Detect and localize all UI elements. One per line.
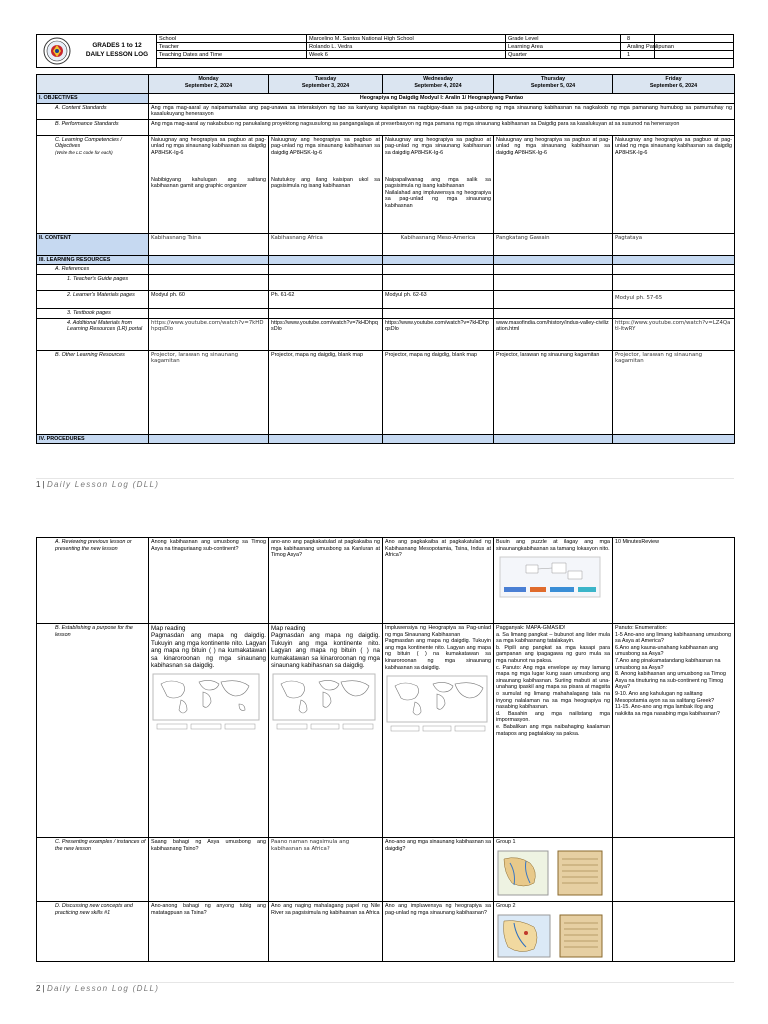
- procedure-cell: Map reading Pagmasdan ang mapa ng daigdig. Tukuyin ang mga kontinente nito. Lagyan ang mapa ng bituin ( ) na kumakatawan sa kinaroroonan ng mga sinaunang kabihasnan sa daigdig.: [149, 624, 269, 838]
- procedure-row-c: [37, 838, 735, 902]
- logo-cell: [37, 35, 157, 67]
- day-header: Tuesday September 3, 2024: [269, 75, 383, 94]
- resource-link[interactable]: https://www.youtube.com/watch?v=7kHDhpqsDlo: [383, 318, 494, 350]
- textbook-label: 3. Textbook pages: [37, 308, 149, 318]
- competency-cell: Naiuugnay ang heograpiya sa pagbuo at pag- unlad ng mga sinaunang kabihasnan sa daigdig AP8HSK-Ig-6: [613, 135, 735, 233]
- page-footer: 2 | Daily Lesson Log (DLL): [36, 984, 160, 993]
- competencies-label: C. Learning Competencies / Objectives (Write the LC code for each): [37, 135, 149, 233]
- performance-standards-row: [37, 119, 735, 135]
- competency-cell: Naiuugnay ang heograpiya sa pagbuo at pag- unlad ng mga sinaunang kabihasnan sa daigdig AP8HSK-Ig-6: [494, 135, 613, 233]
- header-row-teacher: [157, 43, 733, 51]
- group2-map-image: [496, 913, 608, 959]
- header-value2: 1: [627, 52, 631, 58]
- content-standards-text: Ang mga mag-aaral ay naipamamalas ang pag-unawa sa interaksiyon ng tao sa kaniyang kapaligiran na nagbigay-daan sa pag-usbong ng mga sinaunang kabihasnan na nagkaloob ng mga pamanang humubog sa pamumuhay ng kasalukuyang henerasyon: [149, 103, 735, 119]
- procedures-table: [36, 537, 735, 962]
- competencies-row: [37, 135, 735, 233]
- objectives-heading: I. OBJECTIVES: [37, 94, 149, 104]
- procedure-row-d: [37, 902, 735, 962]
- other-resources-label: B. Other Learning Resources: [37, 350, 149, 434]
- world-map-image: [271, 672, 379, 736]
- content-item: Kabihasnang Meso-America: [383, 233, 494, 255]
- competency-cell: Naiuugnay ang heograpiya sa pagbuo at pag-unlad ng mga sinaunang kabihasnan sa daigdig AP8HSK-Ig-6 Naipapaliwanag ang mga salik sa pagsisimula ng isang kabihasnan Nailalahad ang impluwensya ng heograpiya sa pag-unlad ng mga sinaunang kabihasnan: [383, 135, 494, 233]
- other-resource-cell: Projector, larawan ng sinaunang kagamitan: [613, 350, 735, 434]
- header-value2: Araling Panlipunan: [627, 44, 674, 50]
- other-resource-cell: Projector, mapa ng daigdig, blank map: [269, 350, 383, 434]
- content-row: [37, 233, 735, 255]
- footer-text: Daily Lesson Log (DLL): [46, 984, 160, 993]
- resources-heading: III. LEARNING RESOURCES: [37, 255, 149, 265]
- procedure-cell: ano-ano ang pagkakatulad at pagkakaiba ng mga kabihasnang umusbong sa Kanluran at Timog Asya?: [269, 538, 383, 624]
- procedure-cell: Pagganyak: MAPA-GMASID! a. Sa limang pangkat – bubunot ang lider mula sa mga kabihasnang tatalakayin. b. Pipili ang pangkat sa mga kasapi para gampanan ang ipagagawa ng guro mula sa mga nabunot na paksa. c. Panuto: Ang mga envelope ay may lamang mapa ng mga lugar kung saan umusbong ang sinaunang kabihasnan. Suriing mabuti at una-unahang ipaskil ang mapa sa pisara at magsita o sumulat ng limang mahahalagang tala na inyong nalalaman na sa mga heograpiya ng nasabing kabihasnan. d. Basahin ang mga nailistang mga impormasyon. e. Babalikan ang mga naibahaging kaalaman matapos ang pagtalakay sa paksa.: [494, 624, 613, 838]
- procedure-cell: Ano-anong bahagi ng anyong tubig ang matatagpuan sa Tsina?: [149, 902, 269, 962]
- header-label2: Quarter: [505, 51, 621, 59]
- header-label: Teacher: [157, 43, 307, 51]
- procedure-row-b: [37, 624, 735, 838]
- objectives-row: [37, 94, 735, 104]
- content-standards-label: A. Content Standards: [37, 103, 149, 119]
- day-header: Thursday September 5, 024: [494, 75, 613, 94]
- procedure-cell: Ano-ano ang mga sinaunang kabihasnan sa daigdig?: [383, 838, 494, 902]
- group1-map-image: [496, 849, 608, 897]
- header-row-school: [157, 35, 733, 43]
- procedure-cell: [613, 902, 735, 962]
- days-header-row: [37, 75, 735, 94]
- content-item: Pagtataya: [613, 233, 735, 255]
- procedures-row: [37, 434, 735, 444]
- competencies-note: (Write the LC code for each): [55, 149, 113, 155]
- other-resource-cell: Projector, larawan ng sinaunang kagamitan: [494, 350, 613, 434]
- references-label: A. References: [37, 265, 149, 275]
- references-row: [37, 265, 735, 275]
- content-item: Kabihasnang Tsina: [149, 233, 269, 255]
- world-map-image: [151, 672, 263, 736]
- competency-cell: Naiuugnay ang heograpiya sa pagbuo at pag-unlad ng mga sinaunang kabihasnan sa daigdig AP8HSK-Ig-6 Natutukoy ang ilang kaisipan ukol sa pagsisimula ng isang kabihasnan: [269, 135, 383, 233]
- procedure-b-label: B. Establishing a purpose for the lesson: [37, 624, 149, 838]
- header-label: School: [157, 35, 307, 43]
- procedure-cell: 10 MinutesReview: [613, 538, 735, 624]
- content-standards-row: [37, 103, 735, 119]
- header-label: Teaching Dates and Time: [157, 51, 307, 59]
- dll-title: [77, 41, 157, 59]
- footer-rule: [36, 478, 734, 479]
- header-label2: Grade Level: [505, 35, 621, 43]
- procedure-cell: Ano ang naging mahalagang papel ng Nile River sa pagsisimula ng kabihasnan sa Africa: [269, 902, 383, 962]
- corner-cell: [37, 75, 149, 94]
- header-value: Week 6: [307, 51, 655, 59]
- lesson-banner: Heograpiya ng Daigdig Modyul I: Aralin 1/ Heograpiyang Pantao: [149, 94, 735, 104]
- procedure-cell: Ano ang pagkakaiba at pagkakatulad ng Kabihasnang Mesopotamia, Tsina, Indus at Africa?: [383, 538, 494, 624]
- page-footer: 1 | Daily Lesson Log (DLL): [36, 480, 160, 489]
- performance-standards-label: B. Performance Standards: [37, 119, 149, 135]
- content-item: Pangkatang Gawain: [494, 233, 613, 255]
- world-map-image: [385, 674, 491, 738]
- title-line1: GRADES 1 to 12: [92, 42, 142, 49]
- procedure-cell: Impluwensiya ng Heograpiya sa Pag-unlad ng mga Sinaunang Kabihasnan Pagmasdan ang mapa ng daigdig. Tukuyin ang mga kontinente nito. Lagyan ang mapa ng bituin ( ) na kumakatawan sa kinaroroonan ng mga sinaunang kabihasnan sa daigdig.: [383, 624, 494, 838]
- procedure-cell: Buuin ang puzzle at ilagay ang mga sinaunangkabihasnan sa tamang lokasyon nito.: [494, 538, 613, 624]
- lm-cell: [494, 290, 613, 308]
- procedure-cell: Paano naman nagsimula ang kabihasnan sa Africa?: [269, 838, 383, 902]
- procedure-c-label: C. Presenting examples / instances of the new lesson: [37, 838, 149, 902]
- header-value: Marcelino M. Santos National High School: [307, 35, 655, 43]
- header-label2: Learning Area: [505, 43, 621, 51]
- resource-link[interactable]: www.masofindia.com/history/indus-valley-civilization.html: [494, 318, 613, 350]
- resource-link[interactable]: https://www.youtube.com/watch?v=LZ4QatI-ltwRY: [613, 318, 735, 350]
- lm-cell: Modyul ph. 57-65: [613, 290, 735, 308]
- additional-materials-label: 4. Additional Materials from Learning Resources (LR) portal: [37, 318, 149, 350]
- other-resources-row: [37, 350, 735, 434]
- footer-text: Daily Lesson Log (DLL): [46, 480, 160, 489]
- tg-row: [37, 274, 735, 290]
- procedure-a-label: A. Reviewing previous lesson or presenting the new lesson: [37, 538, 149, 624]
- additional-row: [37, 318, 735, 350]
- resource-link[interactable]: https://www.youtube.com/watch?v=7kHDhpqsDlo: [269, 318, 383, 350]
- procedure-cell: Anong kabihasnan ang umusbong sa Timog Asya na tinaguriaang sub-continent?: [149, 538, 269, 624]
- procedure-cell: Panuto: Enumeration: 1-5 Ano-ano ang limang kabihasnang umusbong sa Asya at America? 6.Ano ang kauna-unahang kabihasnan ang umusbong sa Asya? 7.Ano ang pinakamatandang kabihasnan na umusbong sa Asya? 8. Anong kabihasnan ang umusbong sa Timog Asya na tinuturing na sub-continent ng Timog Asya? 9-10. Ano ang kahulugan ng salitang Mesopotamia ayon sa sa salitang Greek? 11-15. Ano-ano ang mga lambak ilog ang nakikita sa mga nasabing mga kabihasnan?: [613, 624, 735, 838]
- learners-materials-label: 2. Learner's Materials pages: [37, 290, 149, 308]
- content-heading: II. CONTENT: [37, 233, 149, 255]
- performance-standards-text: Ang mga mag-aaral ay nakabubuo ng panukalang proyektong nagsusulong sa pangangalaga at preserbasyon ng mga pamana ng mga sinaunang kabihasnan sa Daigdig para sa kasalukuyan at sa susunod na henerasyon: [149, 119, 735, 135]
- procedure-cell: [613, 838, 735, 902]
- procedures-heading: IV. PROCEDURES: [37, 434, 149, 444]
- other-resource-cell: Projector, mapa ng daigdig, blank map: [383, 350, 494, 434]
- procedure-cell: Map reading Pagmasdan ang mapa ng daigdig. Tukuyin ang mga kontinente nito. Lagyan ang mapa ng bituin ( ) na kumakatawan sa kinaroroonan ng mga sinaunang kabihasnan sa daigdig.: [269, 624, 383, 838]
- lm-row: [37, 290, 735, 308]
- lm-cell: Ph. 61-62: [269, 290, 383, 308]
- content-item: Kabihasnang Africa: [269, 233, 383, 255]
- competency-cell: Naiuugnay ang heograpiya sa pagbuo at pag-unlad ng mga sinaunang kabihasnan sa daigdig AP8HSK-Ig-6 Nabibigyang kahulugan ang salitang kabihasnan gamit ang graphic organizer: [149, 135, 269, 233]
- procedure-cell: Group 2: [494, 902, 613, 962]
- textbook-row: [37, 308, 735, 318]
- procedure-cell: Saang bahagi ng Asya umusbong ang kabihasnang Tsino?: [149, 838, 269, 902]
- puzzle-map-image: [496, 555, 606, 599]
- dll-header: [36, 34, 734, 68]
- day-header: Friday September 6, 2024: [613, 75, 735, 94]
- procedure-cell: Ano ang impluwensya ng heograpiya sa pag-unlad ng mga sinaunang kabihasnan?: [383, 902, 494, 962]
- lesson-plan-table: [36, 74, 735, 444]
- resources-row: [37, 255, 735, 265]
- footer-rule: [36, 982, 734, 983]
- header-value2: 8: [627, 36, 631, 42]
- header-value: Rolando L. Vedra: [307, 43, 655, 51]
- lm-cell: Modyul ph. 60: [149, 290, 269, 308]
- teachers-guide-label: 1. Teacher's Guide pages: [37, 274, 149, 290]
- procedure-row-a: [37, 538, 735, 624]
- deped-seal-icon: [43, 37, 71, 65]
- header-row-dates: [157, 51, 733, 59]
- title-line2: DAILY LESSON LOG: [85, 51, 149, 58]
- procedure-d-label: D. Discussing new concepts and practicing new skills #1: [37, 902, 149, 962]
- procedure-cell: Group 1: [494, 838, 613, 902]
- resource-link[interactable]: https://www.youtube.com/watch?v=7kHDhpqsDlo: [149, 318, 269, 350]
- other-resource-cell: Projector, larawan ng sinaunang kagamitan: [149, 350, 269, 434]
- day-header: Wednesday September 4, 2024: [383, 75, 494, 94]
- page-number: 2: [36, 984, 41, 993]
- lm-cell: Modyul ph. 62-63: [383, 290, 494, 308]
- day-header: Monday September 2, 2024: [149, 75, 269, 94]
- page-number: 1: [36, 480, 41, 489]
